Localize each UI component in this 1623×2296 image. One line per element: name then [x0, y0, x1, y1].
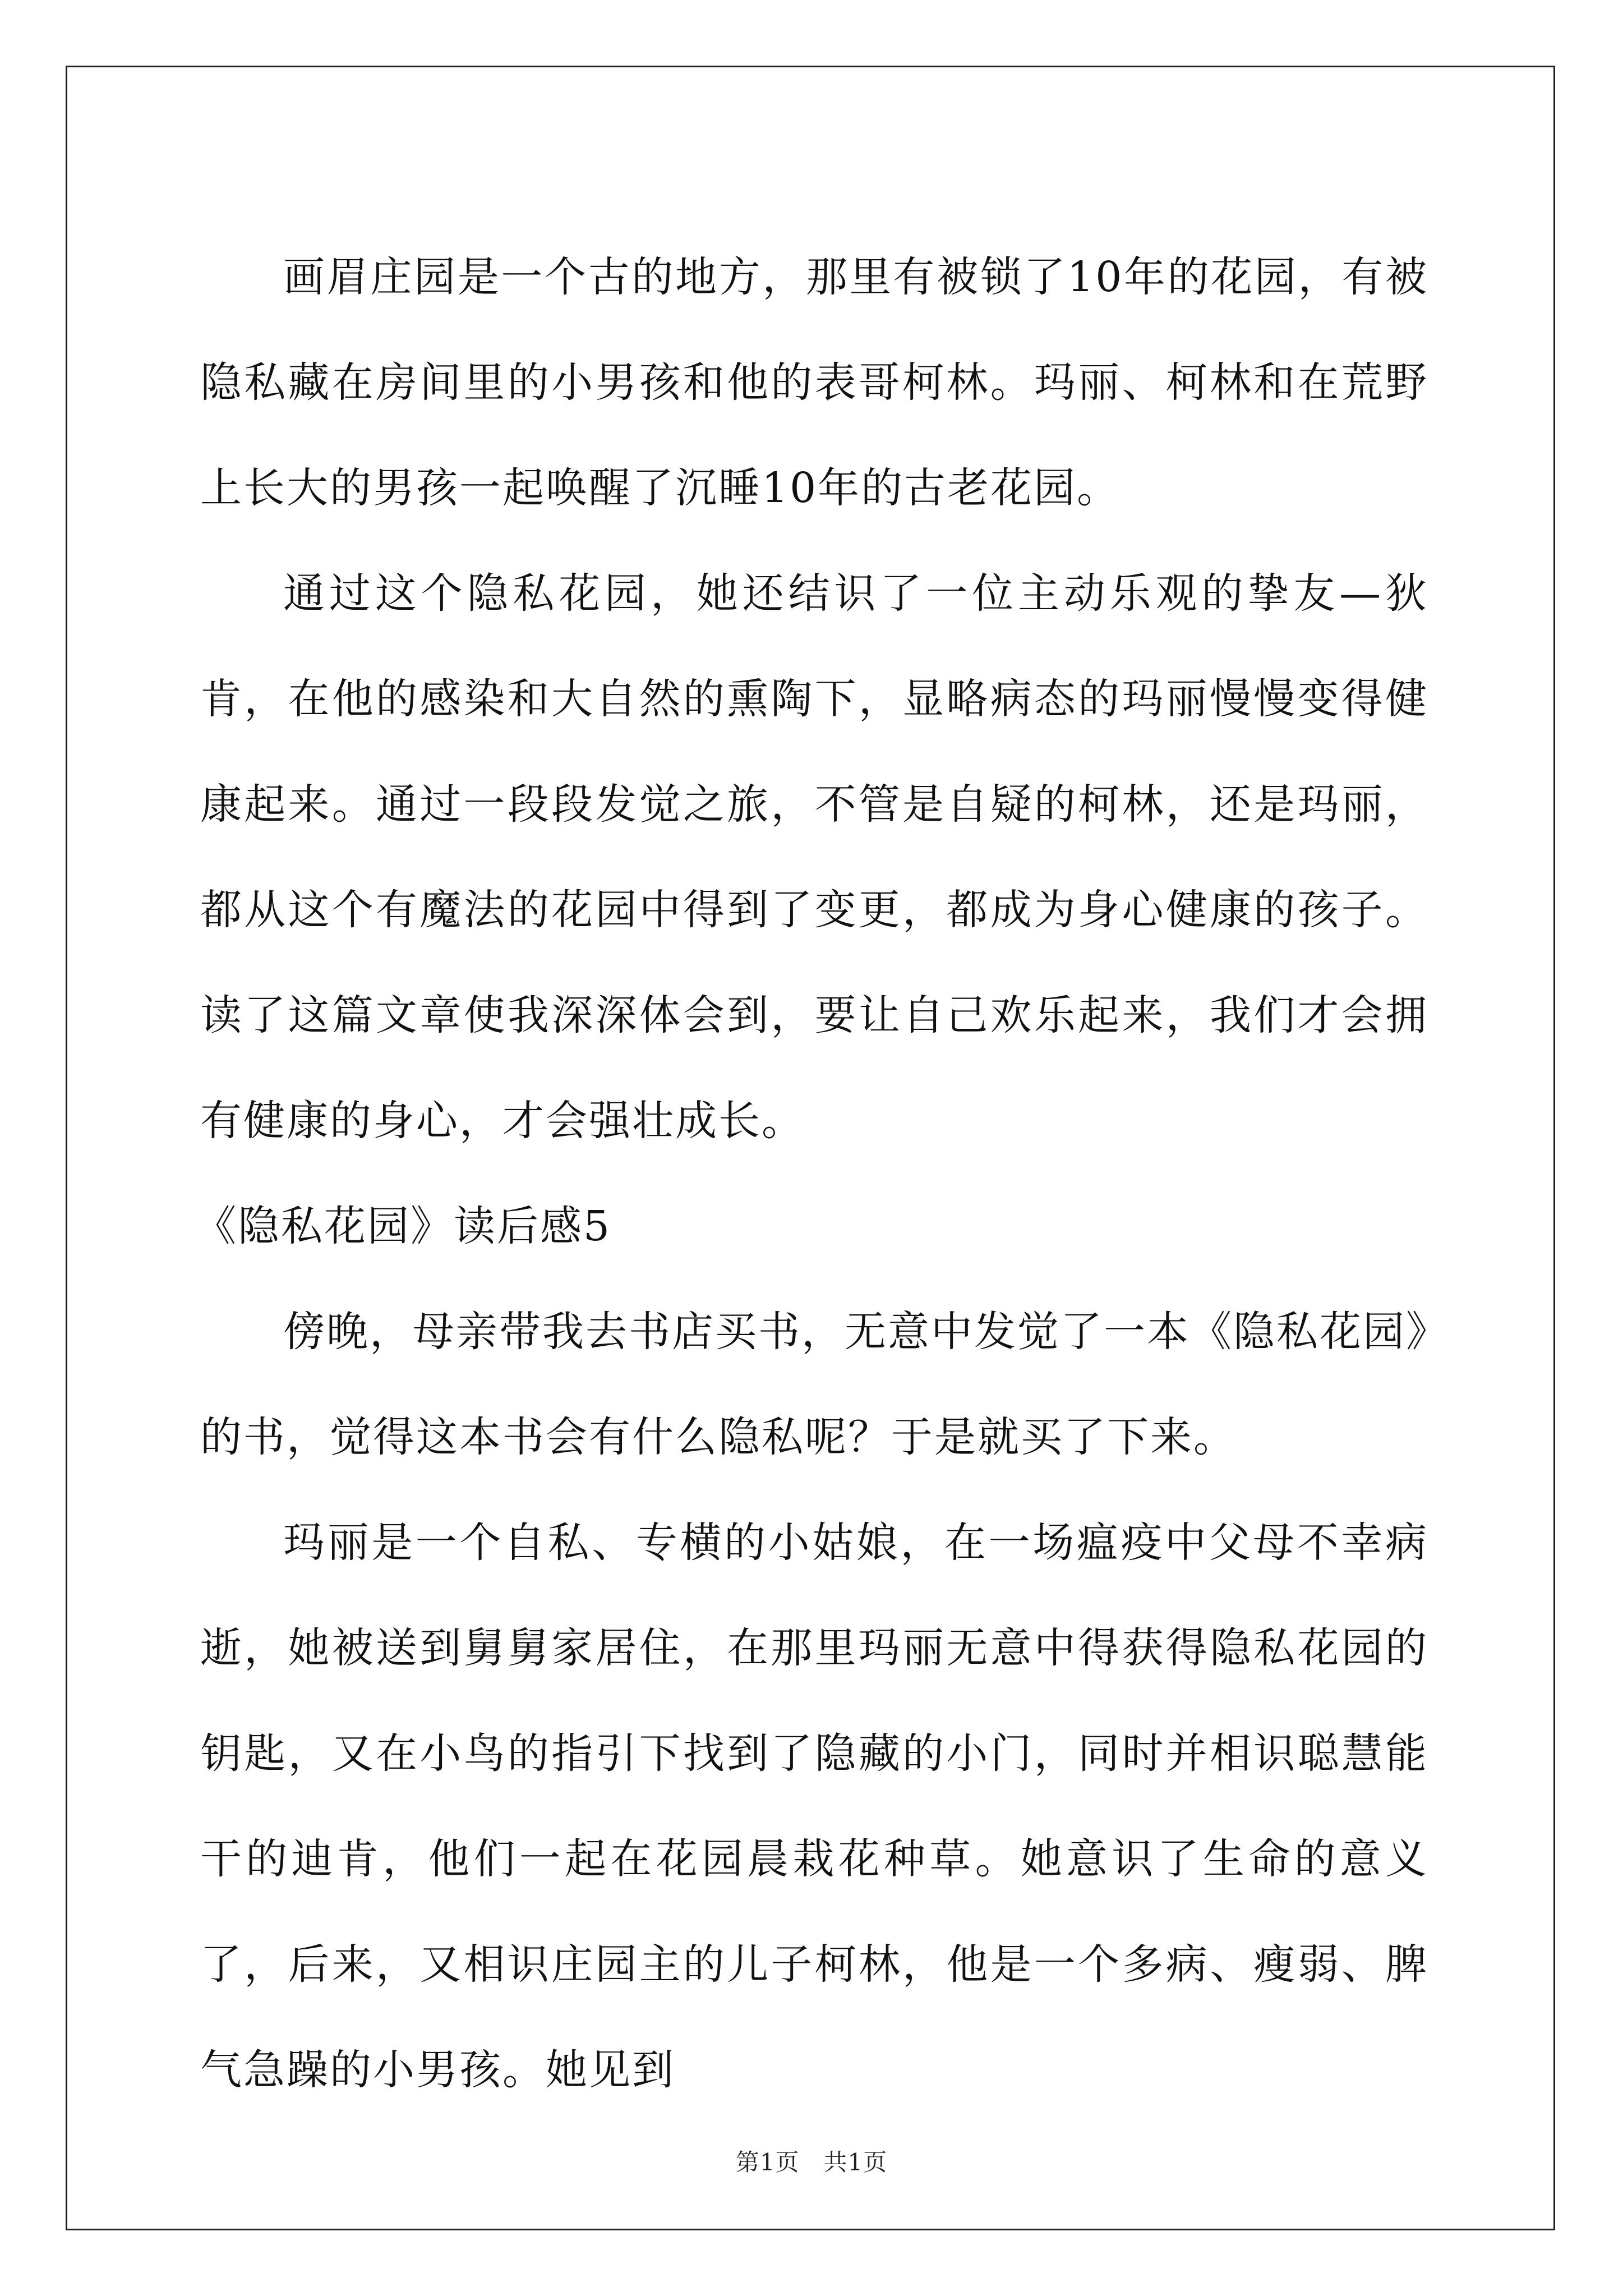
document-body [195, 224, 1428, 2123]
paragraph-1: 画眉庄园是一个古的地方，那里有被锁了10年的花园，有被隐私藏在房间里的小男孩和他的表哥柯林。玛丽、柯林和在荒野上长大的男孩一起唤醒了沉睡10年的古老花园。 [200, 253, 1428, 512]
paragraph-4: 玛丽是一个自私、专横的小姑娘，在一场瘟疫中父母不幸病逝，她被送到舅舅家居住，在那里玛丽无意中得获得隐私花园的钥匙，又在小鸟的指引下找到了隐藏的小门，同时并相识聪慧能干的迪肯，他们一起在花园晨栽花种草。她意识了生命的意义了，后来，又相识庄园主的儿子柯林，他是一个多病、瘦弱、脾气急躁的小男孩。她见到 [200, 1519, 1428, 2094]
paragraph-3: 傍晚，母亲带我去书店买书，无意中发觉了一本《隐私花园》的书，觉得这本书会有什么隐私呢？于是就买了下来。 [200, 1308, 1428, 1461]
page-footer: 第1页 共1页 [735, 2148, 888, 2176]
section-heading: 《隐私花园》读后感5 [195, 1202, 612, 1250]
paragraph-2: 通过这个隐私花园，她还结识了一位主动乐观的挚友—狄肯，在他的感染和大自然的熏陶下，显略病态的玛丽慢慢变得健康起来。通过一段段发觉之旅，不管是自疑的柯林，还是玛丽，都从这个有魔法的花园中得到了变更，都成为身心健康的孩子。 读了这篇文章使我深深体会到，要让自己欢乐起来，我们才会拥有健康的身心，才会强壮成长。 [200, 569, 1428, 1145]
